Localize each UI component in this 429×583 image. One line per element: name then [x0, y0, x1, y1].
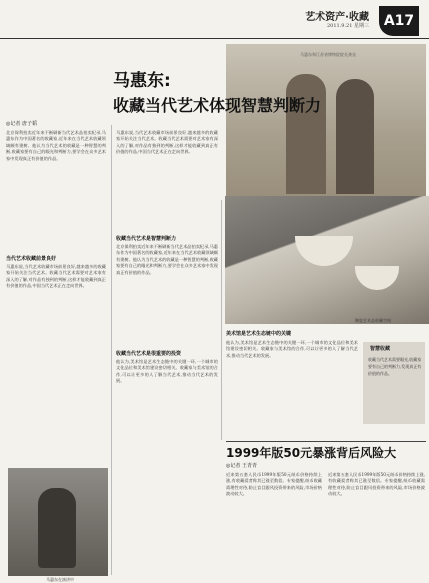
body-column-2c: 他认为,美术馆是艺术生态链中的关键一环,一个城市的文化品位和美术馆建设密切相关。收藏家与美术馆的合作,可以让更多的人了解当代艺术,推动当代艺术的发展。	[116, 359, 218, 384]
quote-text: 收藏当代艺术需要眼光,收藏家要有自己的判断力,发现真正有价值的作品。	[368, 357, 422, 376]
body-column-1: 北京保利拍卖近年来不断刷新当代艺术品拍卖纪录,马惠东作为中国著名的收藏家,近年来在当代艺术收藏领域颇有建树。他认为当代艺术的收藏是一种智慧的判断,收藏家要有自己的眼光和判断力,要学会在众多艺术家中发现真正有价值的作品。	[6, 130, 106, 161]
second-headline: 1999年版50元暴涨背后风险大	[226, 446, 397, 460]
subhead-1: 当代艺术收藏前景良好	[6, 256, 57, 262]
second-body-2: 近来第五套人民币1999年版50元纸币价格持续上涨,有收藏爱者称其已涨至数倍。专家提醒,纸币收藏需理性对待,防止盲目跟风投资带来的风险,市场价格波动较大。	[328, 472, 425, 497]
photo-caption: 马惠东和江苏省博物院院长龚良	[300, 52, 356, 57]
page-number-badge: A17	[379, 6, 419, 36]
photo-caption: 马惠东在演讲中	[46, 577, 74, 582]
ceramics-photo	[225, 196, 429, 324]
subhead-2: 收藏当代艺术是智慧判断力	[116, 236, 177, 242]
second-byline: ◎记者 王青青	[226, 463, 257, 469]
story-divider	[226, 441, 426, 442]
body-column-3: 他认为,美术馆是艺术生态链中的关键一环,一个城市的文化品位和美术馆建设密切相关。收藏家与美术馆的合作,可以让更多的人了解当代艺术,推动当代艺术的发展。	[226, 340, 358, 358]
headline-line-1: 马惠东:	[113, 71, 171, 91]
headline-line-2: 收藏当代艺术体现智慧判断力	[113, 96, 322, 115]
quote-title: 智慧收藏	[370, 346, 391, 352]
quote-box	[363, 342, 425, 424]
speaker-photo	[8, 468, 108, 576]
column-rule	[111, 125, 112, 575]
subhead-4: 收藏当代艺术是很重要的投资	[116, 351, 182, 357]
body-column-2: 马惠东说,当代艺术收藏市场前景良好,越来越多的收藏家开始关注当代艺术。收藏当代艺术需要对艺术家有深入的了解,对作品有独到的判断,这样才能收藏到真正有价值的作品,中国当代艺术正在走向世界。	[116, 130, 218, 155]
section-title: 艺术资产·收藏	[305, 12, 369, 23]
second-body-1: 近来第五套人民币1999年版50元纸币价格持续上涨,有收藏爱者称其已涨至数倍。专家提醒,纸币收藏需理性对待,防止盲目跟风投资带来的风险,市场价格波动较大。	[226, 472, 322, 497]
subhead-3: 美术馆是艺术生态链中的关键	[226, 331, 292, 337]
header-rule	[0, 38, 429, 39]
portrait-photo	[226, 44, 426, 196]
photo-caption: 陶瓷艺术品收藏空间	[355, 318, 391, 323]
body-column-1b: 马惠东说,当代艺术收藏市场前景良好,越来越多的收藏家开始关注当代艺术。收藏当代艺术需要对艺术家有深入的了解,对作品有独到的判断,这样才能收藏到真正有价值的作品,中国当代艺术正在走向世界。	[6, 264, 106, 289]
body-column-2b: 北京保利拍卖近年来不断刷新当代艺术品拍卖纪录,马惠东作为中国著名的收藏家,近年来在当代艺术收藏领域颇有建树。他认为当代艺术的收藏是一种智慧的判断,收藏家要有自己的眼光和判断力,要学会在众多艺术家中发现真正有价值的作品。	[116, 244, 218, 275]
column-rule	[221, 200, 222, 440]
issue-date: 2011.9.21 星期三	[326, 23, 369, 29]
byline: ◎记者 唐子韬	[6, 121, 37, 127]
